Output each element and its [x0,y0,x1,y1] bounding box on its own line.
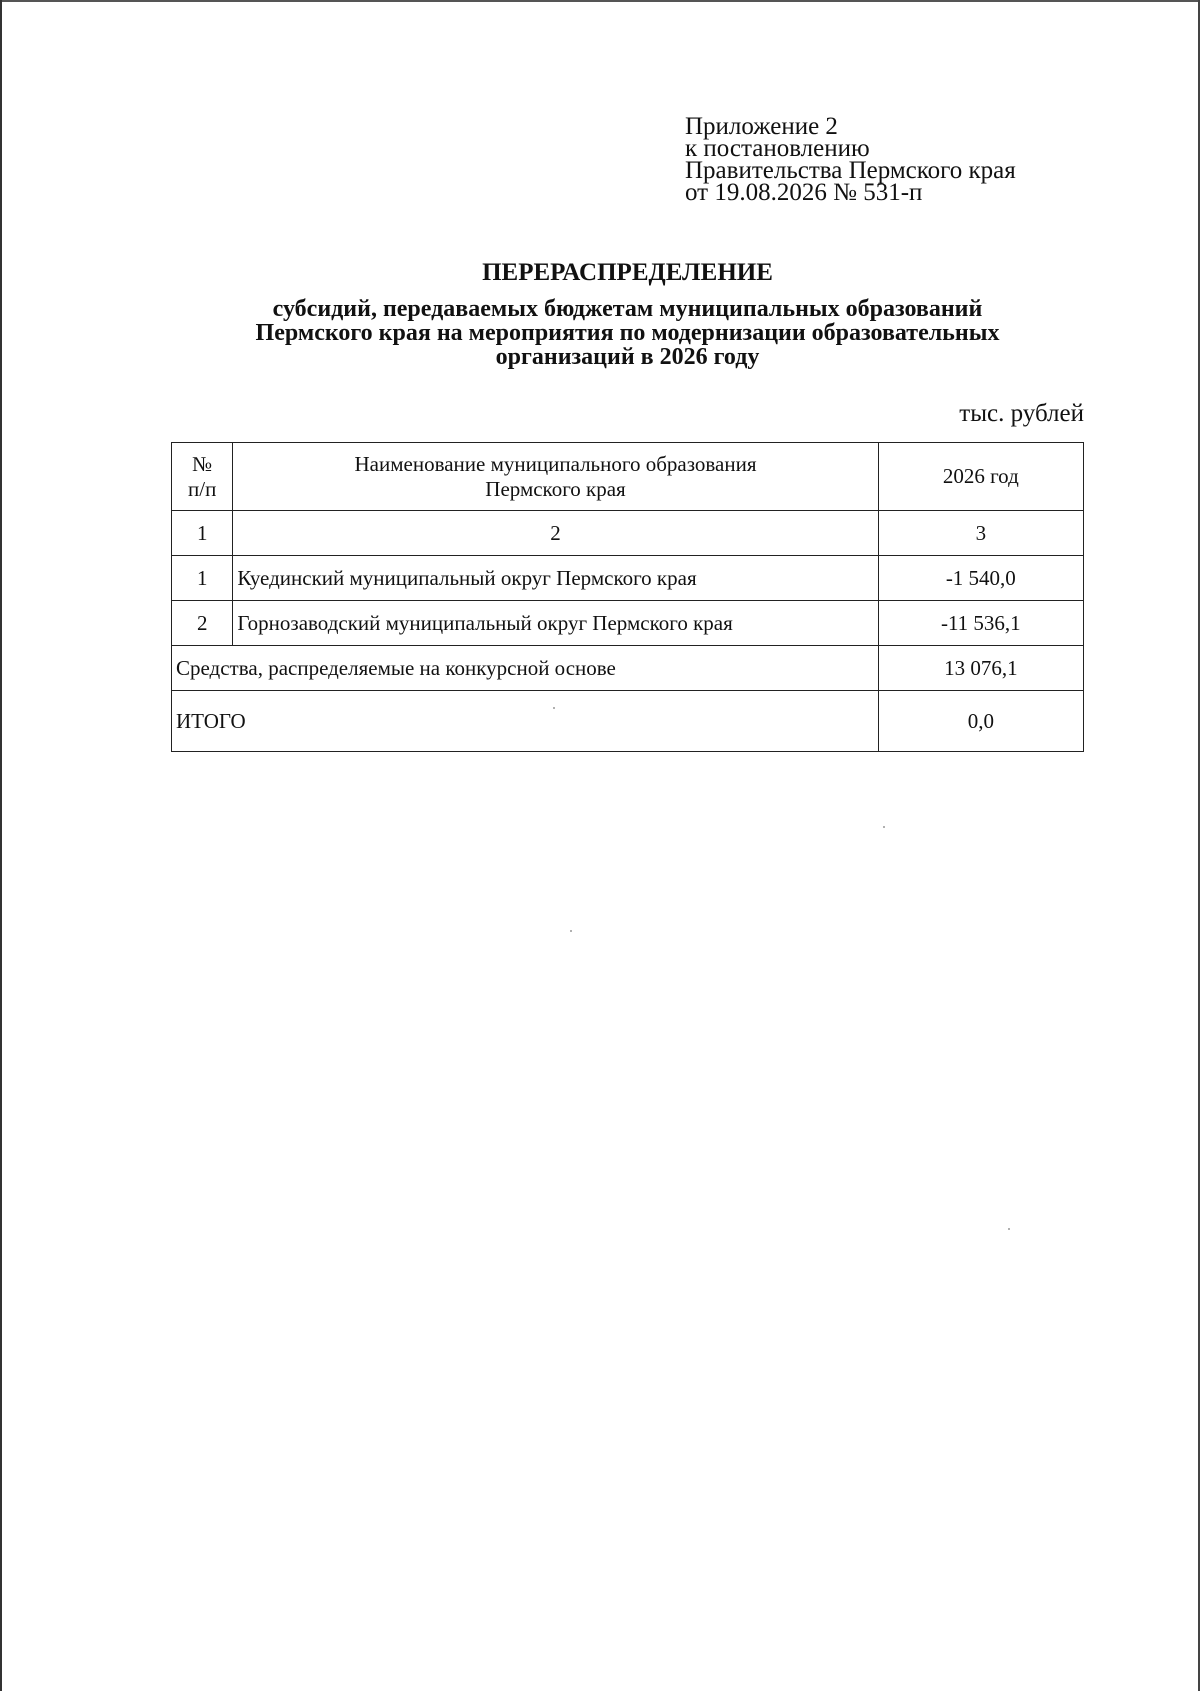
index-cell-1: 1 [172,511,233,556]
total-label: ИТОГО [172,691,879,752]
competitive-row [172,646,1084,691]
competitive-label: Средства, распределяемые на конкурсной основе [172,646,879,691]
competitive-value: 13 076,1 [878,646,1083,691]
appendix-line-2: к постановлению [685,135,870,162]
total-value: 0,0 [878,691,1083,752]
scan-speck [883,826,885,828]
row-value: -1 540,0 [878,556,1083,601]
units-label: тыс. рублей [959,400,1084,427]
row-name: Куединский муниципальный округ Пермского края [233,556,878,601]
subtitle-line-1: субсидий, передаваемых бюджетам муниципальных образований [272,296,983,322]
scan-edge-top [0,0,1200,2]
header-year: 2026 год [878,443,1083,511]
table-index-row [172,511,1084,556]
appendix-line-4: от 19.08.2026 № 531-п [685,179,923,206]
table-header-row [172,443,1084,511]
index-cell-2: 2 [233,511,878,556]
document-subtitle [160,297,1095,369]
scan-speck [570,930,572,932]
redistribution-table [171,442,1084,752]
row-name: Горнозаводский муниципальный округ Пермского края [233,601,878,646]
appendix-block [685,113,1016,206]
table-row [172,601,1084,646]
subtitle-line-2: Пермского края на мероприятия по модернизации образовательных [255,320,1000,346]
table-row [172,556,1084,601]
total-row [172,691,1084,752]
index-cell-3: 3 [878,511,1083,556]
header-name-line-1: Наименование муниципального образования [354,451,757,476]
header-name-line-2: Пермского края [485,476,626,501]
document-title: ПЕРЕРАСПРЕДЕЛЕНИЕ [482,259,773,286]
subtitle-line-3: организаций в 2026 году [495,344,760,370]
scan-edge-left [0,0,2,1691]
header-name [233,443,878,511]
header-num-line-2: п/п [188,476,217,501]
appendix-line-1: Приложение 2 [685,113,838,140]
scan-speck [1008,1228,1010,1230]
header-num-line-1: № [192,451,213,476]
row-value: -11 536,1 [878,601,1083,646]
row-num: 1 [172,556,233,601]
row-num: 2 [172,601,233,646]
header-num [172,443,233,511]
appendix-line-3: Правительства Пермского края [685,157,1016,184]
scan-speck [553,707,555,709]
